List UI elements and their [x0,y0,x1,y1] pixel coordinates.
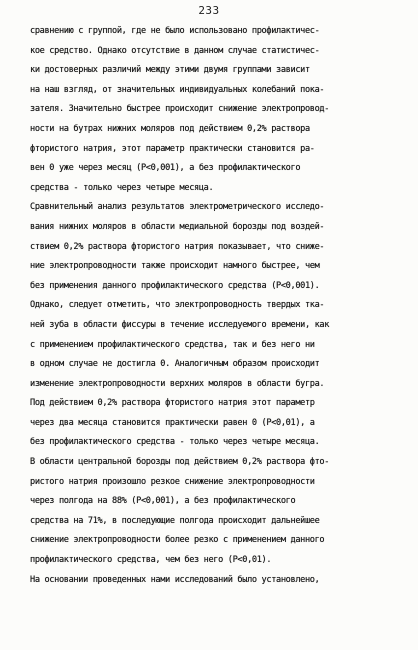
text-line: На основании проведенных нами исследований было установлено, [30,574,320,585]
text-line: зателя. Значительно быстрее происходит снижение электропровод- [30,104,330,115]
text-line: в одном случае не достигла 0. Аналогичным образом происходит [30,359,320,370]
body-text [30,22,405,590]
text-line: профилактического средства, чем без него (P<0,01). [30,555,272,566]
text-line: на наш взгляд, от значительных индивидуальных колебаний пока- [30,84,325,95]
text-line: кое средство. Однако отсутствие в данном случае статистичес- [30,45,320,56]
text-line: Под действием 0,2% раствора фтористого натрия этот параметр [30,398,315,409]
text-line: ристого натрия произошло резкое снижение электропроводности [30,476,315,487]
text-line: изменение электропроводности верхних моляров в области бугра. [30,378,325,389]
text-line: ности на бутрах нижних моляров под действием 0,2% раствора [30,123,310,134]
text-line: без применения данного профилактического средства (P<0,001). [30,280,320,291]
text-line: через полгода на 88% (P<0,001), а без профилактического [30,496,296,507]
text-line: фтористого натрия, этот параметр практически становится ра- [30,143,315,154]
text-line: средства - только через четыре месяца. [30,182,214,193]
text-line: сравнению с группой, где не было использовано профилактичес- [30,26,320,36]
text-line: ней зуба в области фиссуры в течение исследуемого времени, как [30,319,330,330]
text-line: ние электропроводности также происходит намного быстрее, чем [30,261,320,272]
text-line: вания нижних моляров в области медиальной борозды под воздей- [30,221,325,232]
text-line: В области центральной борозды под действием 0,2% раствора фто- [30,457,330,468]
page-number: 233 [198,4,220,17]
text-line: без профилактического средства - только через четыре месяца. [30,437,320,448]
text-line: вен 0 уже через месяц (P<0,001), а без профилактического [30,163,301,174]
text-line: через два месяца становится практически равен 0 (P<0,01), а [30,417,315,428]
text-line: средства на 71%, в последующие полгода происходит дальнейшее [30,515,320,526]
text-line: с применением профилактического средства, так и без него ни [30,339,315,350]
text-line: ствием 0,2% раствора фтористого натрия показывает, что сниже- [30,241,325,252]
text-line: Сравнительный анализ результатов электрометрического исследо- [30,202,325,213]
text-line: снижение электропроводности более резко с применением данного [30,535,325,546]
text-line: ки достоверных различий между этими двумя группами зависит [30,65,310,76]
text-line: Однако, следует отметить, что электропроводность твердых тка- [30,300,325,311]
